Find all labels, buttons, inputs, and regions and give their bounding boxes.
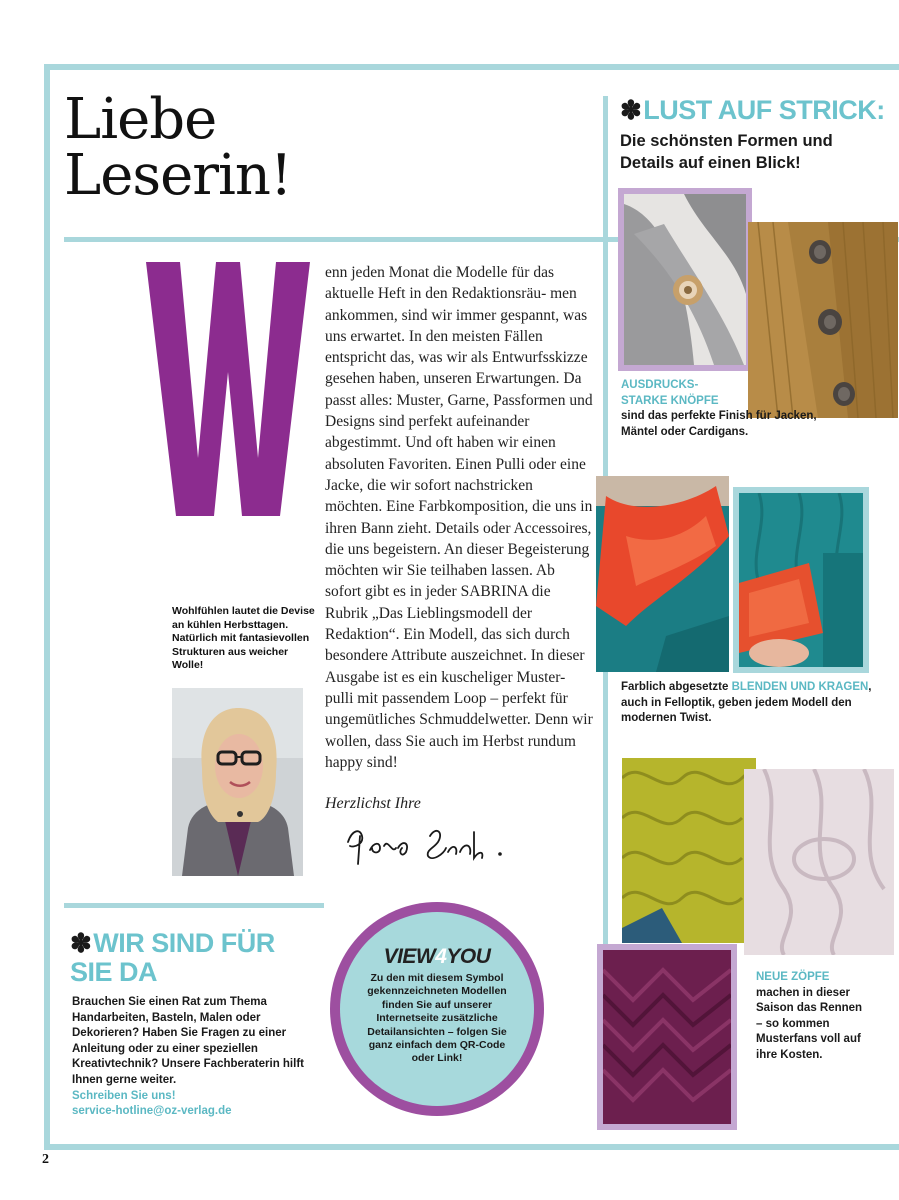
dropcap-w xyxy=(146,262,310,516)
letter-body: enn jeden Monat die Modelle für das aktuelle Heft in den Redaktionsräu- men ankommen, sind wir immer gespannt, was uns erwartet. In den meisten Fällen entspricht das, was wir als Entwurfsskizze gesehen haben, unseren Erwartungen. Da passt alles: Muster, Garne, Passformen und Designs sind perfekt aufeinander abgestimmt. Und oft haben wir einen absoluten Favoriten. Einen Pulli oder eine Jacke, die wir sofort nachstricken möchten. Eine Farbkomposition, die uns in ihren Bann zieht. Details oder Accessoires, die uns begeistern. An dieser Begeisterung möchten wir Sie teilhaben lassen. Ab sofort gibt es in jeder SABRINA die Rubrik „Das Lieblingsmodell der Redaktion“. Ein Modell, das sich durch besondere Attribute auszeichnet. In dieser Ausgabe ist es ein kuscheliger Muster- pulli mit passendem Loop – perfekt für ungemütliches Schmuddelwetter. Denn wir wollen, dass Sie auch im Herbst rundum happy sind! xyxy=(325,264,593,771)
buttons-caption-text: sind das perfekte Finish für Jacken, Mäntel oder Cardigans. xyxy=(621,410,817,438)
view4you-logo-a: VIEW xyxy=(383,945,436,968)
flower-icon: ✽ xyxy=(620,95,642,125)
photo-lime-cable-knit xyxy=(622,758,756,943)
service-divider xyxy=(64,903,324,908)
portrait-caption: Wohlfühlen lautet die Devise an kühlen Herbsttagen. Natürlich mit fantasievollen Strukturen aus weicher Wolle! xyxy=(172,605,315,671)
letter-greeting: Herzlichst Ihre xyxy=(325,795,421,812)
buttons-caption xyxy=(621,378,881,440)
service-body xyxy=(72,995,322,1120)
strick-subtitle: Die schönsten Formen und Details auf einen Blick! xyxy=(620,132,833,172)
collar-caption-b: , auch in Felloptik, geben jedem Modell den modernen Twist. xyxy=(621,681,872,725)
view4you-logo-c: YOU xyxy=(446,945,491,968)
cables-caption-highlight: NEUE ZÖPFE xyxy=(756,971,830,983)
service-text: Brauchen Sie einen Rat zum Thema Handarbeiten, Basteln, Malen oder Dekorieren? Haben Sie Fragen zu einer Anleitung oder zu einer speziellen Kreativtechnik? Unsere Fachberaterin hilft Ihnen gerne weiter. xyxy=(72,996,304,1086)
cables-caption-text: machen in dieser Saison das Rennen – so kommen Musterfans voll auf ihre Kosten. xyxy=(756,986,863,1061)
service-title-text: WIR SIND FÜR SIE DA xyxy=(70,928,275,987)
collar-caption xyxy=(621,680,881,727)
service-email-link[interactable]: service-hotline@oz-verlag.de xyxy=(72,1105,232,1118)
page-title-line-1: Liebe xyxy=(64,87,217,152)
view4you-logo xyxy=(340,945,534,969)
editor-portrait xyxy=(172,688,303,876)
cables-caption xyxy=(756,970,876,1064)
strick-title xyxy=(620,95,885,126)
buttons-caption-highlight: AUSDRUCKS- STARKE KNÖPFE xyxy=(621,379,719,407)
photo-grey-scarf-brooch xyxy=(618,188,752,371)
view4you-logo-b: 4 xyxy=(435,945,447,968)
collar-caption-highlight: BLENDEN UND KRAGEN xyxy=(731,681,869,693)
photo-red-collar-teal-sweater xyxy=(596,476,729,672)
page-number: 2 xyxy=(42,1152,49,1167)
frame-left-rule xyxy=(44,64,50,1150)
page-title-line-2: Leserin! xyxy=(64,143,292,208)
photo-pale-cable-knit xyxy=(744,769,894,955)
photo-purple-cable-knit xyxy=(597,944,737,1130)
page-title xyxy=(64,87,292,208)
photo-teal-sweater-red-cuff xyxy=(733,487,869,673)
frame-bottom-rule xyxy=(44,1144,899,1150)
strick-title-text: LUST AUF STRICK: xyxy=(643,95,885,125)
service-cta: Schreiben Sie uns! xyxy=(72,1089,176,1102)
service-title xyxy=(70,929,320,987)
view4you-text: Zu den mit diesem Symbol gekennzeichneten Modellen finden Sie auf unserer Internetseite zusätzliche Detailansichten – folgen Sie ganz einfach dem QR-Code oder Link! xyxy=(367,972,507,1065)
frame-top-rule xyxy=(44,64,899,70)
collar-caption-a: Farblich abgesetzte xyxy=(621,681,732,693)
flower-icon: ✽ xyxy=(70,928,92,958)
signature-image xyxy=(340,812,520,872)
